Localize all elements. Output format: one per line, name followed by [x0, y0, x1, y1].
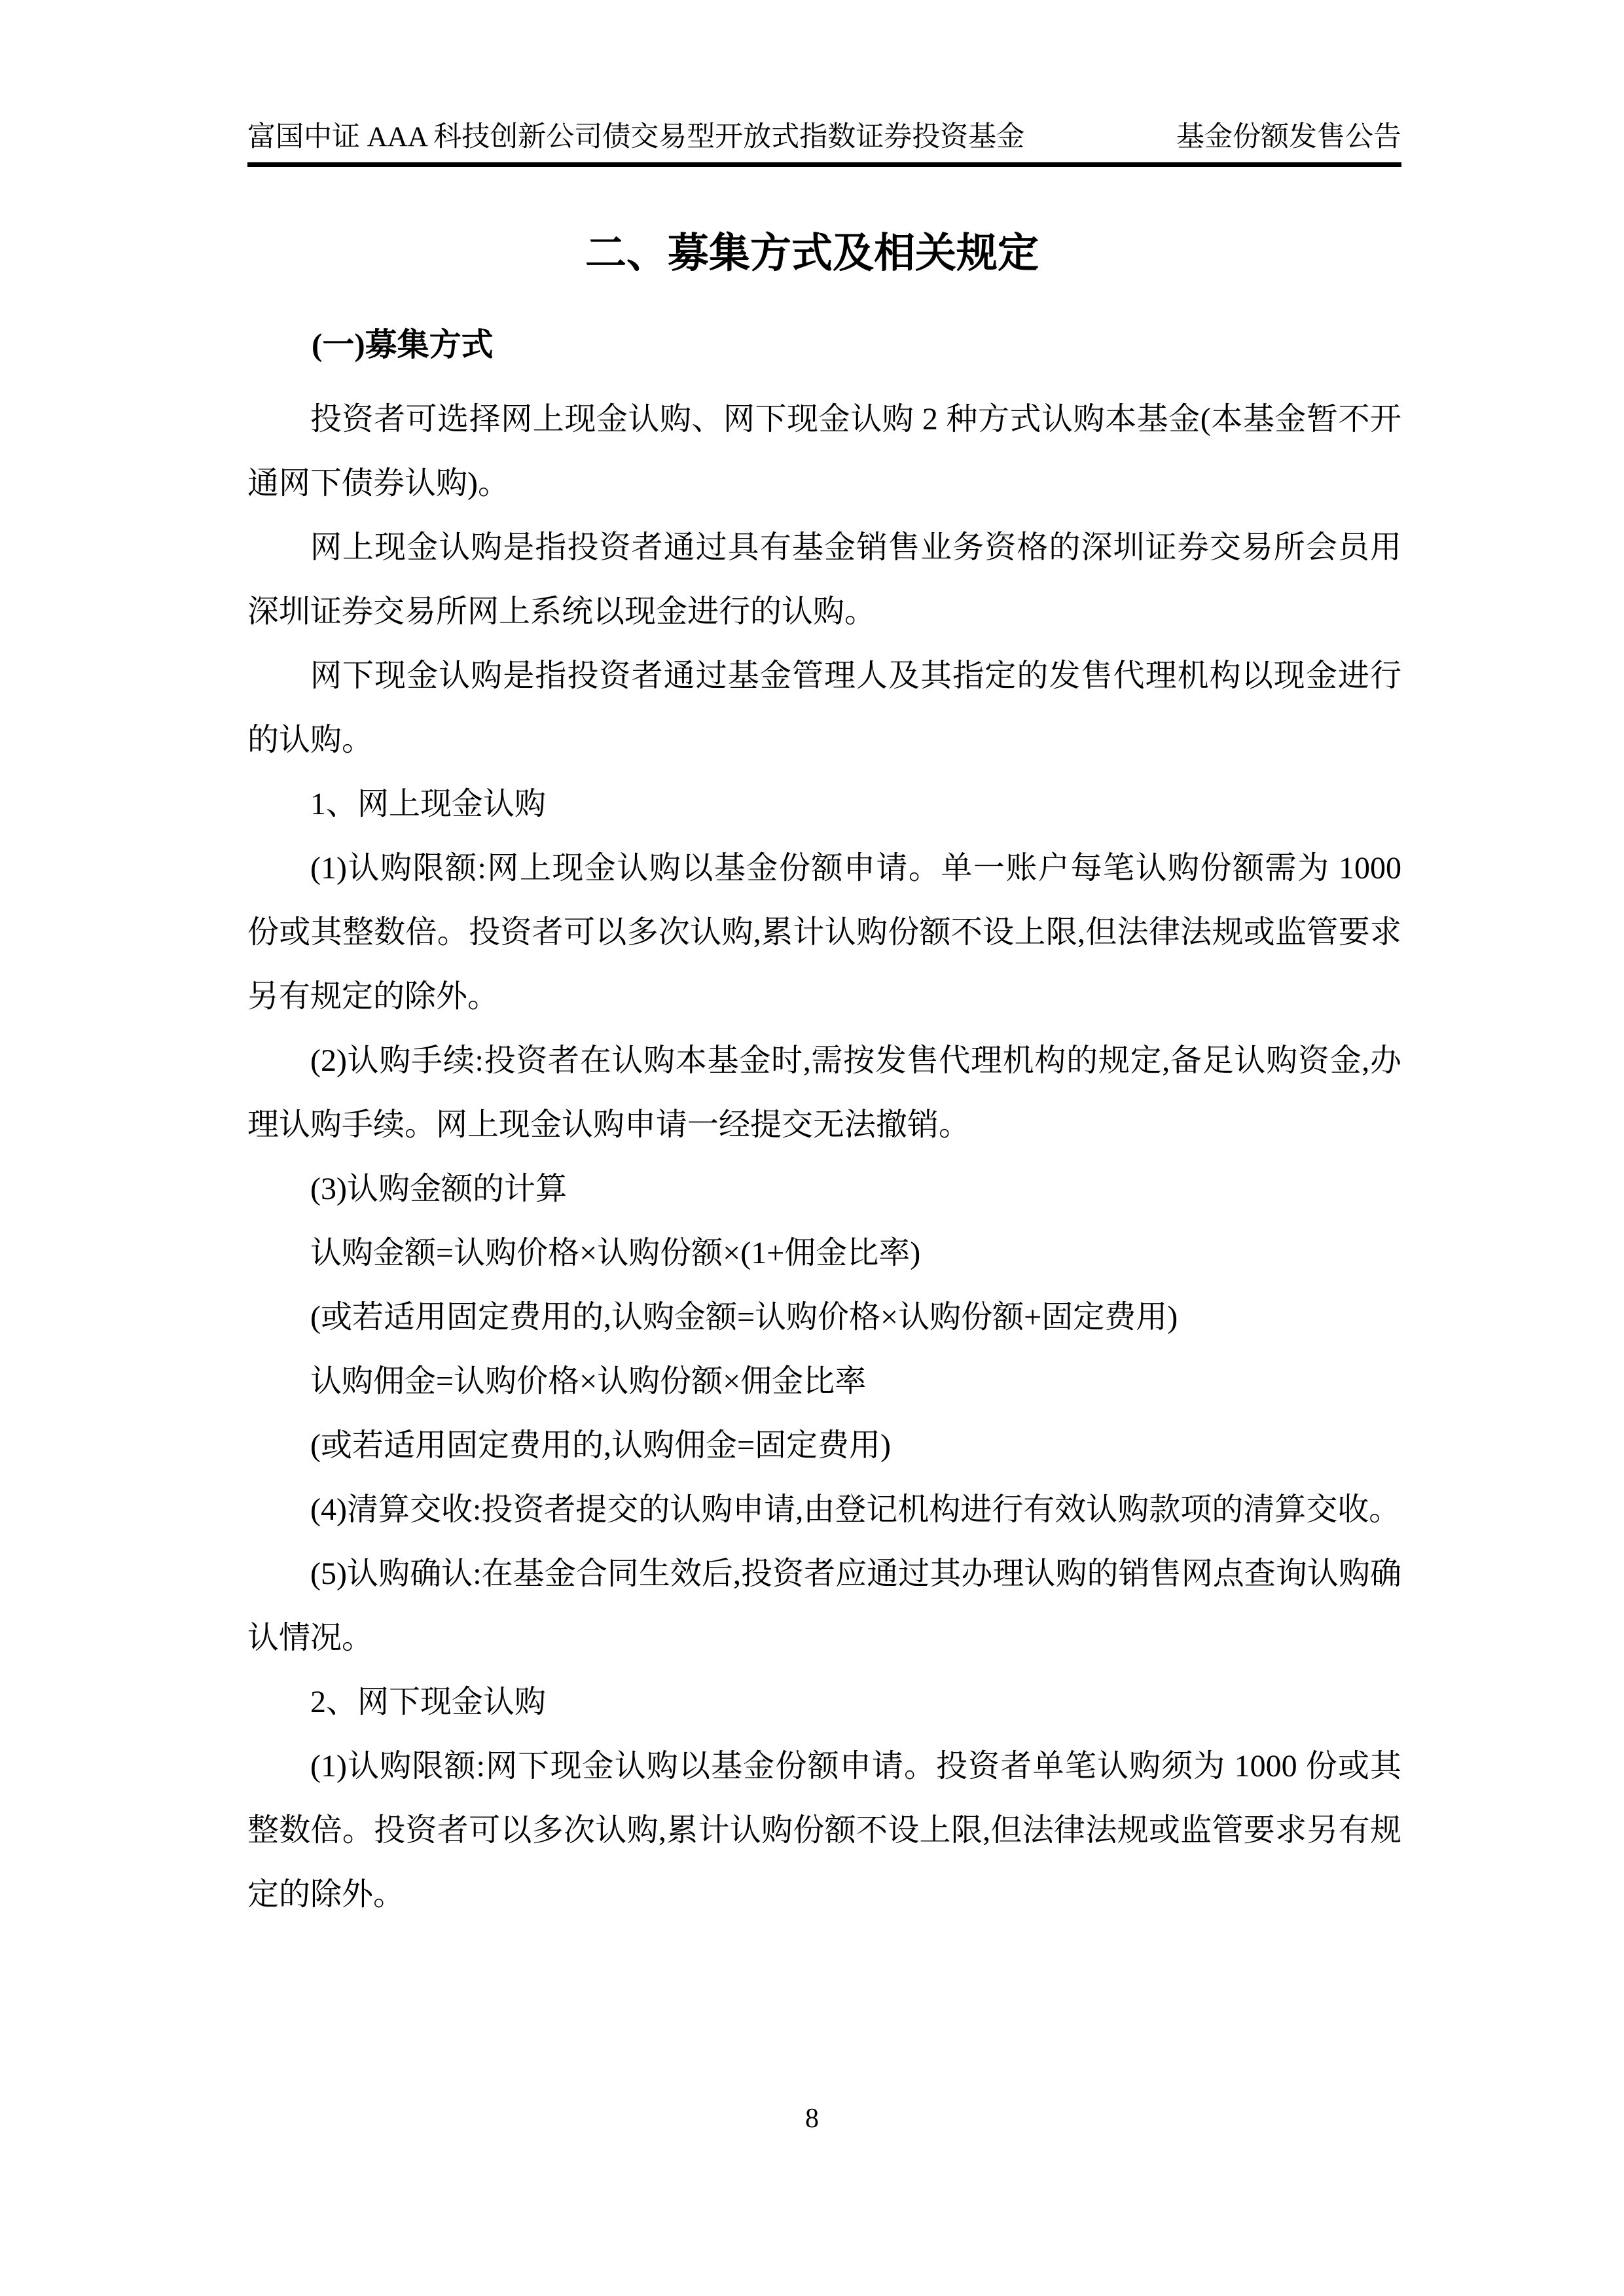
body-paragraph: (3)认购金额的计算: [310, 1172, 567, 1206]
section-heading: (一)募集方式: [312, 327, 494, 363]
page-header: [247, 120, 1401, 167]
body-paragraph: 网上现金认购是指投资者通过具有基金销售业务资格的深圳证券交易所会员用深圳证券交易所网上系统以现金进行的认购。: [247, 530, 1401, 629]
body-paragraph: (4)清算交收:投资者提交的认购申请,由登记机构进行有效认购款项的清算交收。: [310, 1492, 1401, 1527]
body-paragraph: 2、网下现金认购: [310, 1685, 547, 1719]
body-paragraph: (或若适用固定费用的,认购金额=认购价格×认购份额+固定费用): [310, 1300, 1178, 1335]
header-fund-name: 富国中证 AAA 科技创新公司债交易型开放式指数证券投资基金: [247, 122, 1025, 152]
document-body: [247, 387, 1401, 1927]
body-paragraph: (或若适用固定费用的,认购佣金=固定费用): [310, 1428, 892, 1463]
body-paragraph: (5)认购确认:在基金合同生效后,投资者应通过其办理认购的销售网点查询认购确认情况。: [247, 1556, 1401, 1655]
page-number: 8: [805, 2104, 819, 2134]
body-paragraph: (1)认购限额:网上现金认购以基金份额申请。单一账户每笔认购份额需为 1000 份或其整数倍。投资者可以多次认购,累计认购份额不设上限,但法律法规或监管要求另有规定的除外。: [247, 851, 1401, 1014]
body-paragraph: (2)认购手续:投资者在认购本基金时,需按发售代理机构的规定,备足认购资金,办理认购手续。网上现金认购申请一经提交无法撤销。: [247, 1043, 1401, 1142]
body-paragraph: (1)认购限额:网下现金认购以基金份额申请。投资者单笔认购须为 1000 份或其整数倍。投资者可以多次认购,累计认购份额不设上限,但法律法规或监管要求另有规定的除外。: [247, 1749, 1401, 1912]
body-paragraph: 投资者可选择网上现金认购、网下现金认购 2 种方式认购本基金(本基金暂不开通网下债券认购)。: [247, 402, 1401, 501]
body-paragraph: 认购佣金=认购价格×认购份额×佣金比率: [310, 1364, 867, 1399]
body-paragraph: 1、网上现金认购: [310, 787, 547, 821]
body-paragraph: 网下现金认购是指投资者通过基金管理人及其指定的发售代理机构以现金进行的认购。: [247, 658, 1401, 757]
page-title: 二、募集方式及相关规定: [585, 230, 1039, 276]
body-paragraph: 认购金额=认购价格×认购份额×(1+佣金比率): [310, 1236, 921, 1270]
header-doc-type: 基金份额发售公告: [1176, 122, 1401, 152]
